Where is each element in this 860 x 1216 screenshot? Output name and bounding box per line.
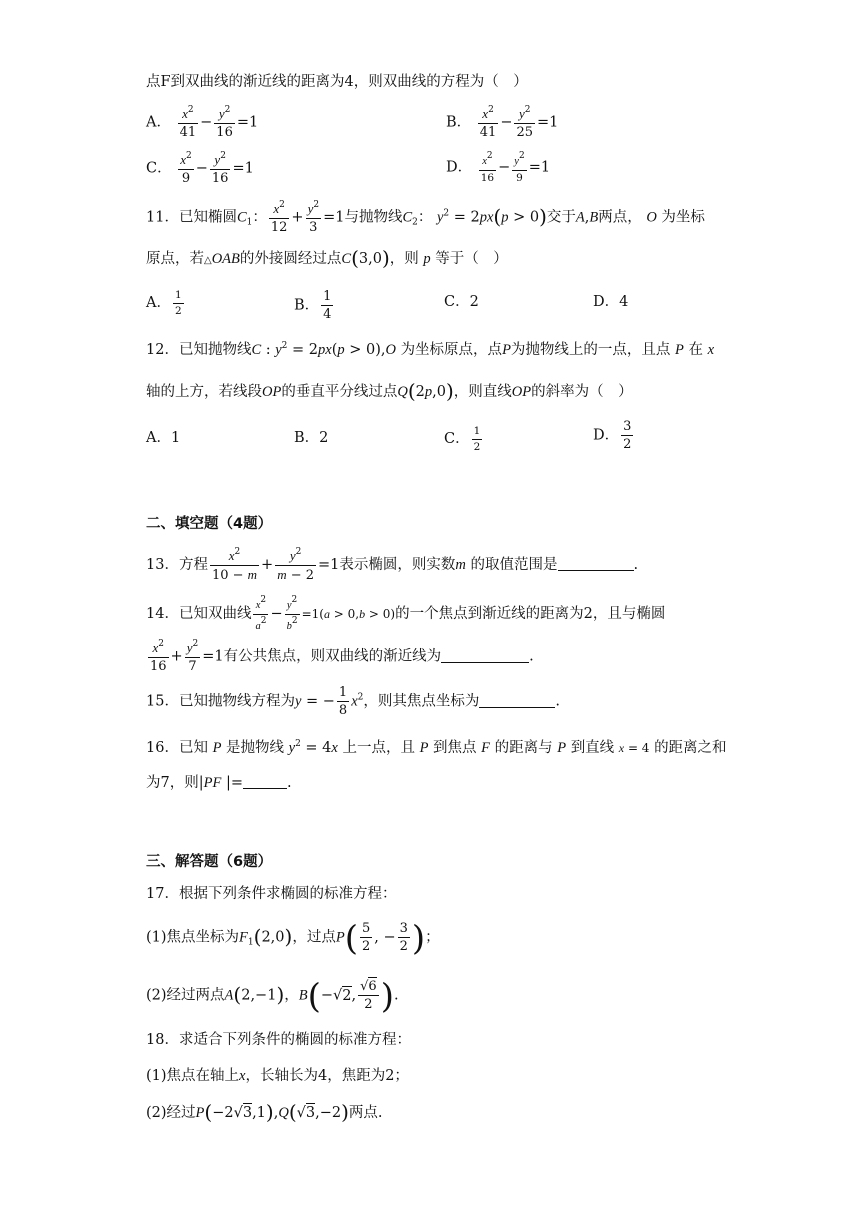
q11-line1: 11．已知椭圆$C_1$： $\frac{x^2}{12}$ + $\frac{y^2}{3}$ =1与抛物线$C_2$： $y^2 = 2px(p > 0)$交于A,B两点， O 为坐标 [146, 200, 705, 235]
q10-option-a: A． $\frac{x^2}{41}$ − $\frac{y^2}{16}$ =1 [146, 105, 259, 140]
q17-part1: (1)焦点坐标为$F_1(2,0)$，过点P( $\frac{5}{2}$ , − $\frac{3}{2}$ )； [146, 918, 440, 959]
q18-part1: (1)焦点在轴上x，长轴长为4，焦距为2； [146, 1068, 409, 1084]
q10-option-c: C． $\frac{x^2}{9}$ − $\frac{y^2}{16}$ =1 [146, 151, 254, 186]
q10-option-b: B． $\frac{x^2}{41}$ − $\frac{y^2}{25}$ =1 [446, 105, 559, 140]
q14-line1: 14．已知双曲线 $\frac{x^2}{a^2}$ − $\frac{y^2}{b^2}$ =1(a > 0,b > 0)的一个焦点到渐近线的距离为2，且与椭圆 [146, 595, 666, 632]
q12-option-b: B．2 [294, 430, 329, 446]
q10-stem: 点F到双曲线的渐近线的距离为4，则双曲线的方程为（ ） [146, 74, 528, 90]
q11-option-c: C．2 [444, 294, 479, 310]
q11-line2: 原点，若△OAB的外接圆经过点C(3,0)，则 p 等于（ ） [146, 246, 508, 270]
q18-part2: (2)经过P(−2√3,1),Q(√3,−2)两点. [146, 1100, 383, 1124]
q10-option-d: D． $\frac{x^2}{16}$ − $\frac{y^2}{9}$ =1 [446, 151, 551, 184]
q12-option-d: D． $\frac{3}{2}$ [593, 419, 632, 452]
q16-line1: 16．已知 P 是抛物线 $y^2 = 4x$ 上一点，且 P 到焦点 F 的距离与 P 到直线 x = 4 的距离之和 [146, 739, 727, 756]
q11-option-a: A． $\frac{1}{2}$ [146, 289, 182, 317]
q16-line2: 为7，则|PF |= . [146, 775, 292, 791]
section-fill-in-heading: 二、填空题（4题） [146, 516, 273, 532]
q18-stem: 18．求适合下列条件的椭圆的标准方程： [146, 1032, 411, 1048]
q12-line1: 12．已知抛物线C : $y^2 = 2px(p > 0),O$ 为坐标原点，点P为抛物线上的一点，且点 P 在 x [146, 341, 715, 358]
q12-option-a: A．1 [146, 430, 181, 446]
q11-option-b: B． $\frac{1}{4}$ [294, 289, 332, 322]
q14-line2: $\frac{x^2}{16}$ + $\frac{y^2}{7}$ =1有公共焦点，则双曲线的渐近线为 . [150, 639, 534, 674]
q13: 13．方程 $\frac{x^2}{10 - m}$ + $\frac{y^2}{m - 2}$ =1表示椭圆，则实数m 的取值范围是 . [146, 547, 639, 583]
q12-line2: 轴的上方，若线段OP的垂直平分线过点Q(2p,0)，则直线OP的斜率为（ ） [146, 379, 633, 403]
q11-option-d: D．4 [593, 294, 629, 310]
q15: 15．已知抛物线方程为y = − $\frac{1}{8}$ $x^2$，则其焦点坐标为 . [146, 685, 560, 718]
section-answer-heading: 三、解答题（6题） [146, 854, 273, 870]
q17-stem: 17．根据下列条件求椭圆的标准方程： [146, 886, 397, 902]
q12-option-c: C． $\frac{1}{2}$ [444, 425, 481, 453]
q17-part2: (2)经过两点A(2,−1)，B(−√2, $\frac{√6}{2}$ ). [146, 976, 399, 1017]
